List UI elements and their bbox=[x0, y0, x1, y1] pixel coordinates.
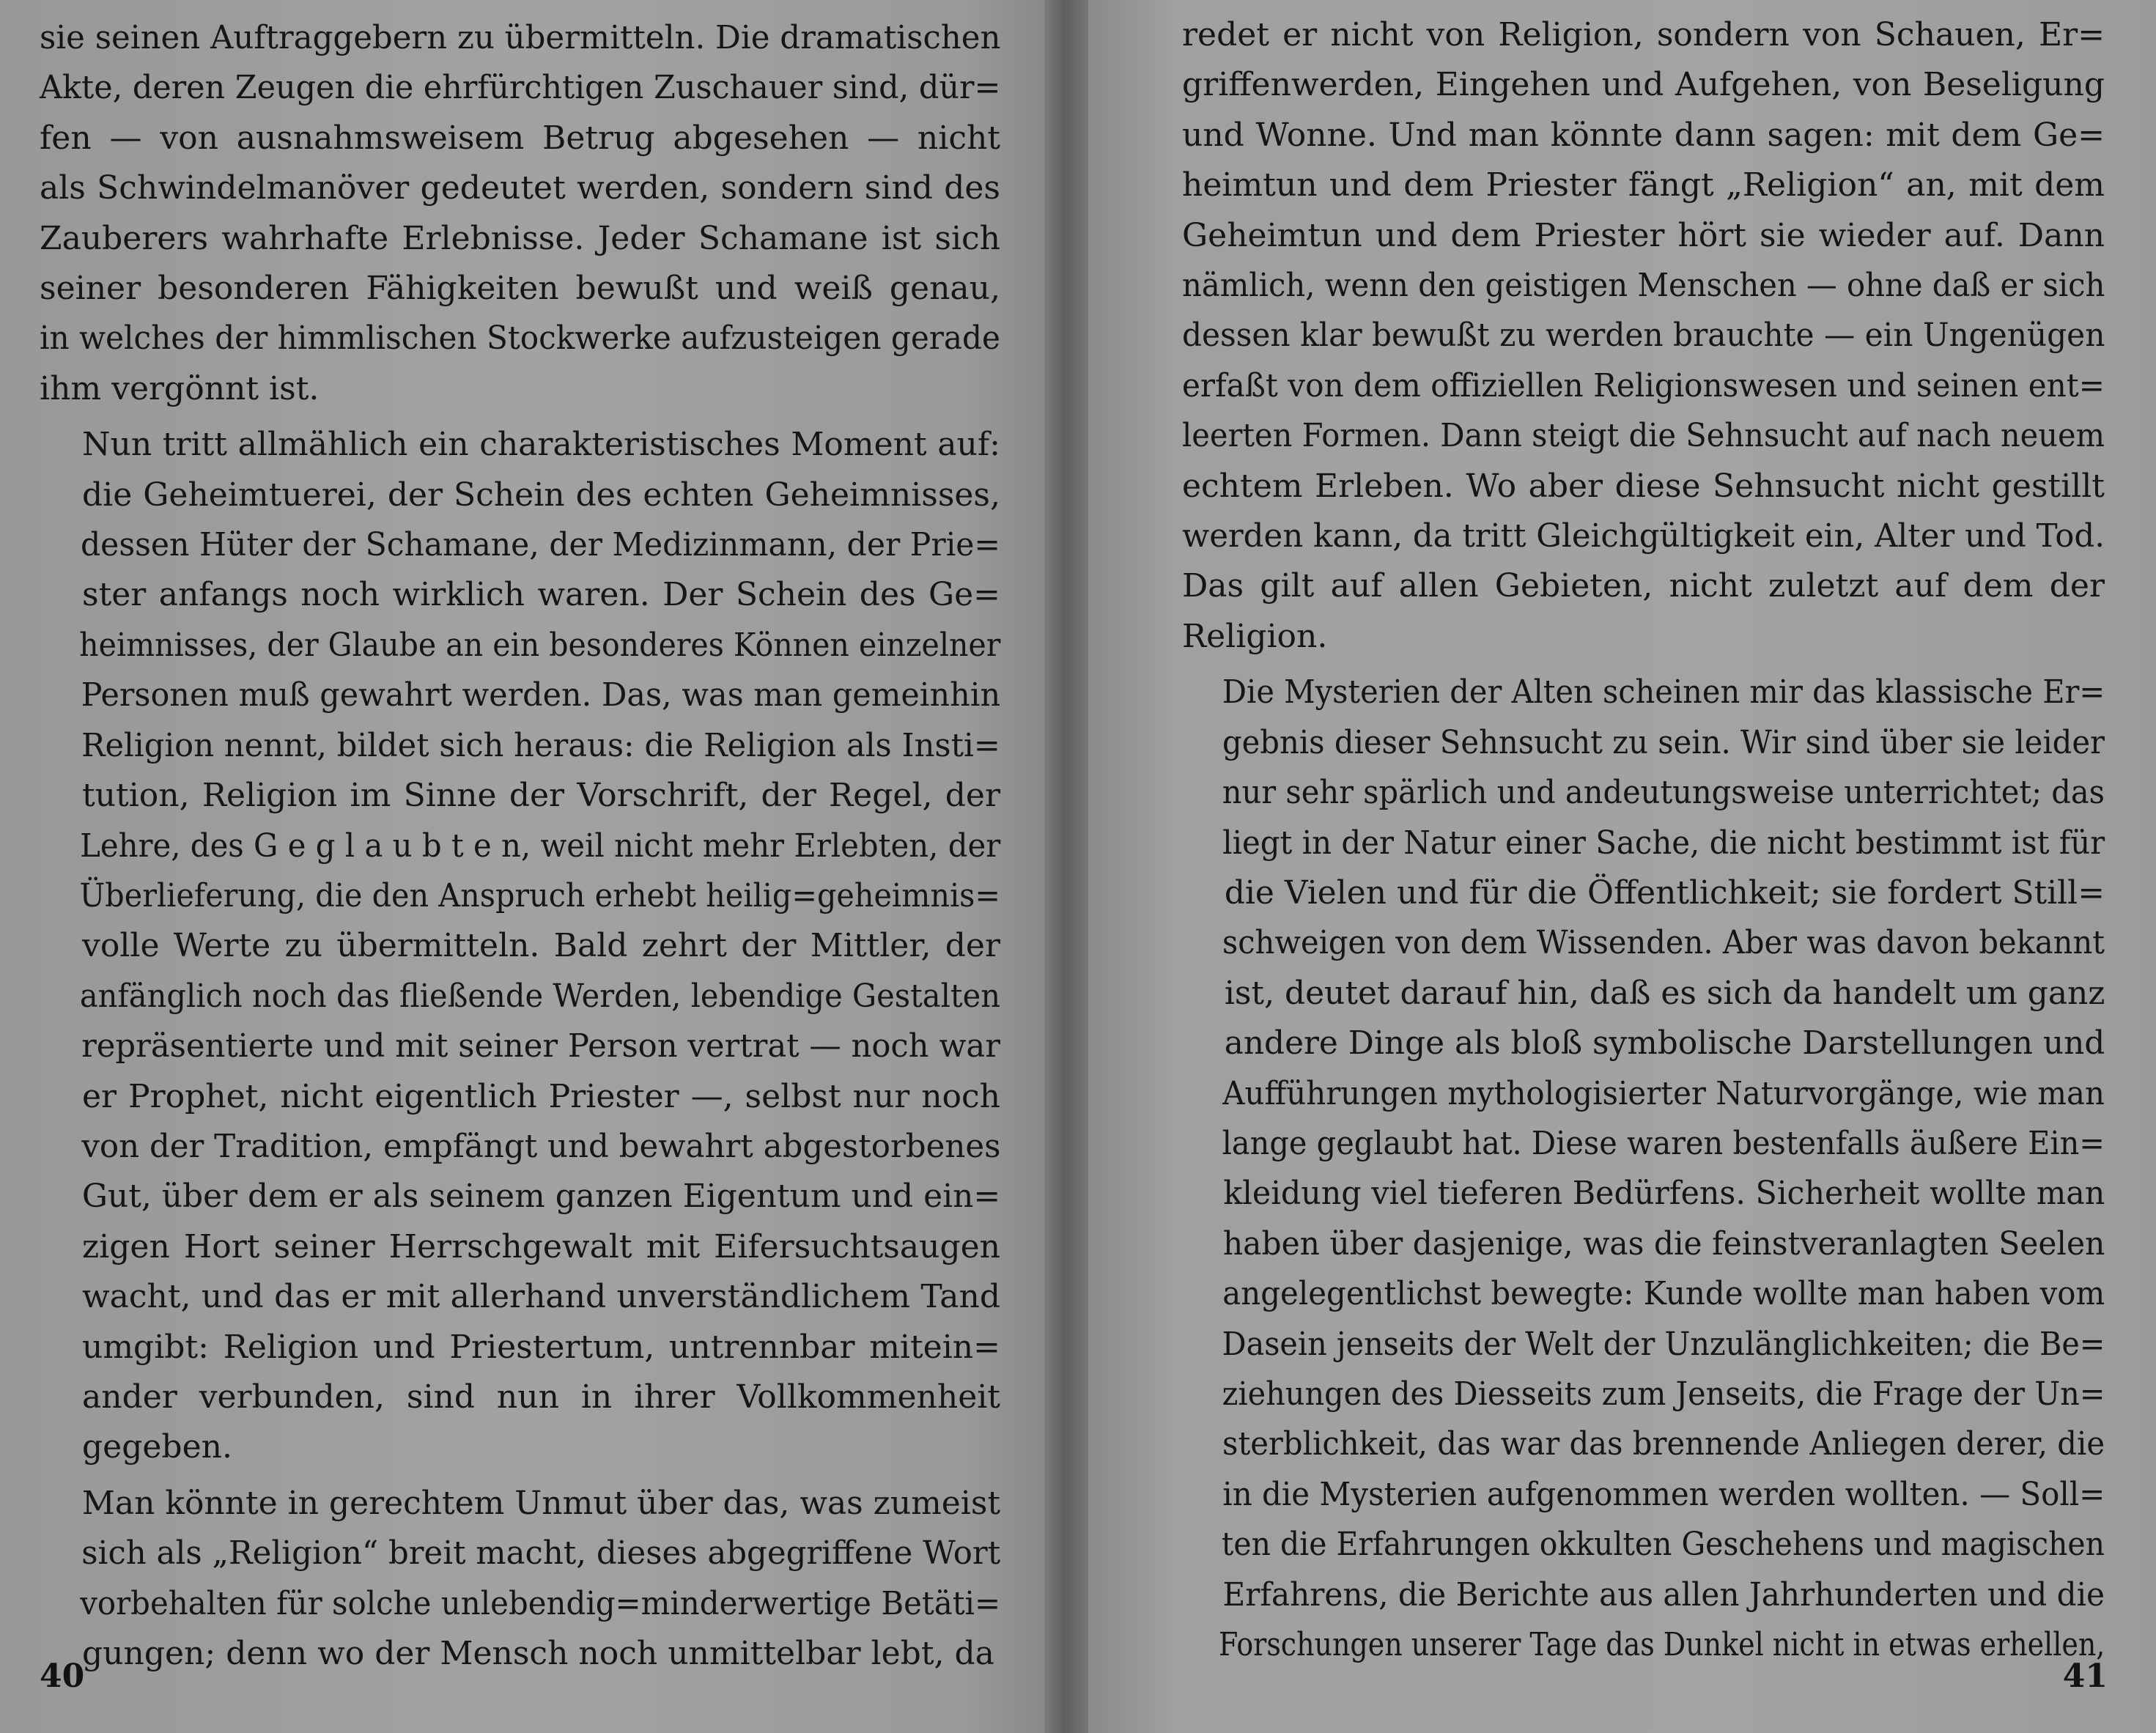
text-line: sich als „Religion“ breit macht, dieses abgegriffene Wort bbox=[81, 1534, 1001, 1573]
text-line: wacht, und das er mit allerhand unverständlichem Tand bbox=[82, 1278, 1000, 1316]
text-line: Aufführungen mythologisierter Naturvorgänge, wie man bbox=[1222, 1074, 2105, 1112]
text-line: tution, Religion im Sinne der Vorschrift, der Regel, der bbox=[82, 777, 1000, 815]
paragraph bbox=[40, 420, 1000, 1473]
text-line: griffenwerden, Eingehen und Aufgehen, von Beseligung bbox=[1182, 66, 2105, 104]
text-line: Man könnte in gerechtem Unmut über das, was zumeist bbox=[81, 1484, 1001, 1522]
text-line: Nun tritt allmählich ein charakteristisches Moment auf: bbox=[82, 426, 1000, 464]
page-number-right: 41 bbox=[2062, 1658, 2108, 1695]
text-line: kleidung viel tieferen Bedürfens. Sicherheit wollte man bbox=[1223, 1175, 2105, 1213]
text-line: ander verbunden, sind nun in ihrer Vollkommenheit bbox=[82, 1378, 1000, 1416]
text-line: nämlich, wenn den geistigen Menschen — ohne daß er sich bbox=[1182, 267, 2105, 305]
text-line: erfaßt von dem offiziellen Religionswesen und seinen ent= bbox=[1182, 366, 2105, 404]
text-line: sie seinen Auftraggebern zu übermitteln. Die dramatischen bbox=[40, 19, 1001, 56]
text-line: andere Dinge als bloß symbolische Darstellungen und bbox=[1224, 1024, 2105, 1063]
text-line: ten die Erfahrungen okkulten Geschehens und magischen bbox=[1221, 1526, 2105, 1564]
text-line: die Vielen und für die Öffentlichkeit; sie fordert Still= bbox=[1224, 873, 2105, 912]
text-line: werden kann, da tritt Gleichgültigkeit ein, Alter und Tod. bbox=[1182, 517, 2105, 555]
text-line: nur sehr spärlich und andeutungsweise unterrichtet; das bbox=[1222, 774, 2105, 812]
text-line: umgibt: Religion und Priestertum, untrennbar mitein= bbox=[82, 1328, 1000, 1366]
text-line: Die Mysterien der Alten scheinen mir das klassische Er= bbox=[1222, 673, 2105, 712]
text-line: redet er nicht von Religion, sondern von Schauen, Er= bbox=[1182, 16, 2105, 53]
text-line: die Geheimtuerei, der Schein des echten Geheimnisses, bbox=[82, 476, 1000, 514]
text-line: volle Werte zu übermitteln. Bald zehrt der Mittler, der bbox=[82, 927, 1000, 965]
text-line: Gut, über dem er als seinem ganzen Eigentum und ein= bbox=[81, 1178, 1001, 1216]
book-gutter bbox=[1044, 0, 1088, 1733]
text-line: gegeben. bbox=[82, 1428, 232, 1466]
text-line: Dasein jenseits der Welt der Unzulänglichkeiten; die Be= bbox=[1222, 1325, 2105, 1363]
left-page bbox=[0, 0, 1044, 1733]
text-line: schweigen von dem Wissenden. Aber was davon bekannt bbox=[1222, 924, 2105, 962]
text-line: sterblichkeit, das war das brennende Anliegen derer, die bbox=[1222, 1425, 2105, 1463]
text-line: leerten Formen. Dann steigt die Sehnsucht auf nach neuem bbox=[1182, 417, 2105, 455]
text-line: Religion. bbox=[1182, 617, 1328, 655]
text-line: ster anfangs noch wirklich waren. Der Schein des Ge= bbox=[82, 576, 1000, 614]
text-line: ist, deutet darauf hin, daß es sich da handelt um ganz bbox=[1224, 974, 2105, 1012]
right-page-text bbox=[1182, 10, 2105, 1670]
text-line: gebnis dieser Sehnsucht zu sein. Wir sind über sie leider bbox=[1222, 723, 2105, 761]
text-line: echtem Erleben. Wo aber diese Sehnsucht nicht gestillt bbox=[1182, 467, 2105, 505]
text-line: seiner besonderen Fähigkeiten bewußt und weiß genau, bbox=[40, 270, 1000, 308]
text-line: Geheimtun und dem Priester hört sie wieder auf. Dann bbox=[1182, 216, 2105, 254]
text-line: Das gilt auf allen Gebieten, nicht zuletzt auf dem der bbox=[1182, 567, 2105, 605]
text-line: als Schwindelmanöver gedeutet werden, sondern sind des bbox=[40, 169, 1000, 207]
paragraph bbox=[40, 1479, 1000, 1680]
text-line: er Prophet, nicht eigentlich Priester —, selbst nur noch bbox=[82, 1077, 1000, 1115]
text-line: Religion nennt, bildet sich heraus: die Religion als Insti= bbox=[81, 726, 1000, 764]
text-line: lange geglaubt hat. Diese waren bestenfalls äußere Ein= bbox=[1222, 1124, 2105, 1162]
text-line: heimtun und dem Priester fängt „Religion“ an, mit dem bbox=[1182, 166, 2105, 204]
text-line: Überlieferung, die den Anspruch erhebt heilig=geheimnis= bbox=[79, 876, 1000, 914]
text-line: zigen Hort seiner Herrschgewalt mit Eifersuchtsaugen bbox=[82, 1227, 1000, 1265]
text-line: liegt in der Natur einer Sache, die nicht bestimmt ist für bbox=[1222, 824, 2105, 862]
right-page bbox=[1088, 0, 2156, 1733]
text-line: ihm vergönnt ist. bbox=[40, 369, 320, 407]
page-number-left: 40 bbox=[40, 1658, 85, 1695]
text-line: Zauberers wahrhafte Erlebnisse. Jeder Schamane ist sich bbox=[40, 219, 1000, 257]
text-line: repräsentierte und mit seiner Person vertrat — noch war bbox=[81, 1027, 1000, 1065]
text-line: Akte, deren Zeugen die ehrfürchtigen Zuschauer sind, dür= bbox=[40, 69, 1001, 107]
paragraph bbox=[1182, 668, 2105, 1670]
text-line: von der Tradition, empfängt und bewahrt abgestorbenes bbox=[81, 1127, 1001, 1165]
text-line: dessen Hüter der Schamane, der Medizinmann, der Prie= bbox=[80, 526, 1001, 564]
text-line: Lehre, des G e g l a u b t e n, weil nicht mehr Erlebten, der bbox=[80, 827, 1001, 865]
text-line: in welches der himmlischen Stockwerke aufzusteigen gerade bbox=[40, 319, 1000, 358]
text-line: ziehungen des Diesseits zum Jenseits, die Frage der Un= bbox=[1222, 1375, 2105, 1413]
text-line: heimnisses, der Glaube an ein besonderes Können einzelner bbox=[79, 626, 1001, 664]
text-line: Personen muß gewahrt werden. Das, was man gemeinhin bbox=[81, 676, 1001, 714]
text-line: gungen; denn wo der Mensch noch unmittelbar lebt, da bbox=[82, 1635, 994, 1672]
text-line: Forschungen unserer Tage das Dunkel nicht in etwas erhellen, bbox=[1219, 1626, 2105, 1663]
text-line: anfänglich noch das fließende Werden, lebendige Gestalten bbox=[79, 977, 1001, 1015]
left-page-text bbox=[40, 13, 1000, 1679]
text-line: haben über dasjenige, was die feinstveranlagten Seelen bbox=[1222, 1224, 2105, 1263]
text-line: und Wonne. Und man könnte dann sagen: mit dem Ge= bbox=[1182, 116, 2105, 154]
text-line: in die Mysterien aufgenommen werden wollten. — Soll= bbox=[1222, 1475, 2105, 1513]
text-line: vorbehalten für solche unlebendig=minderwertige Betäti= bbox=[80, 1584, 1001, 1622]
paragraph bbox=[40, 13, 1000, 414]
text-line: angelegentlichst bewegte: Kunde wollte man haben vom bbox=[1222, 1275, 2105, 1313]
paragraph bbox=[1182, 10, 2105, 662]
text-line: Erfahrens, die Berichte aus allen Jahrhunderten und die bbox=[1222, 1575, 2105, 1614]
text-line: dessen klar bewußt zu werden brauchte — ein Ungenügen bbox=[1182, 317, 2105, 355]
text-line: fen — von ausnahmsweisem Betrug abgesehen — nicht bbox=[40, 119, 1000, 157]
